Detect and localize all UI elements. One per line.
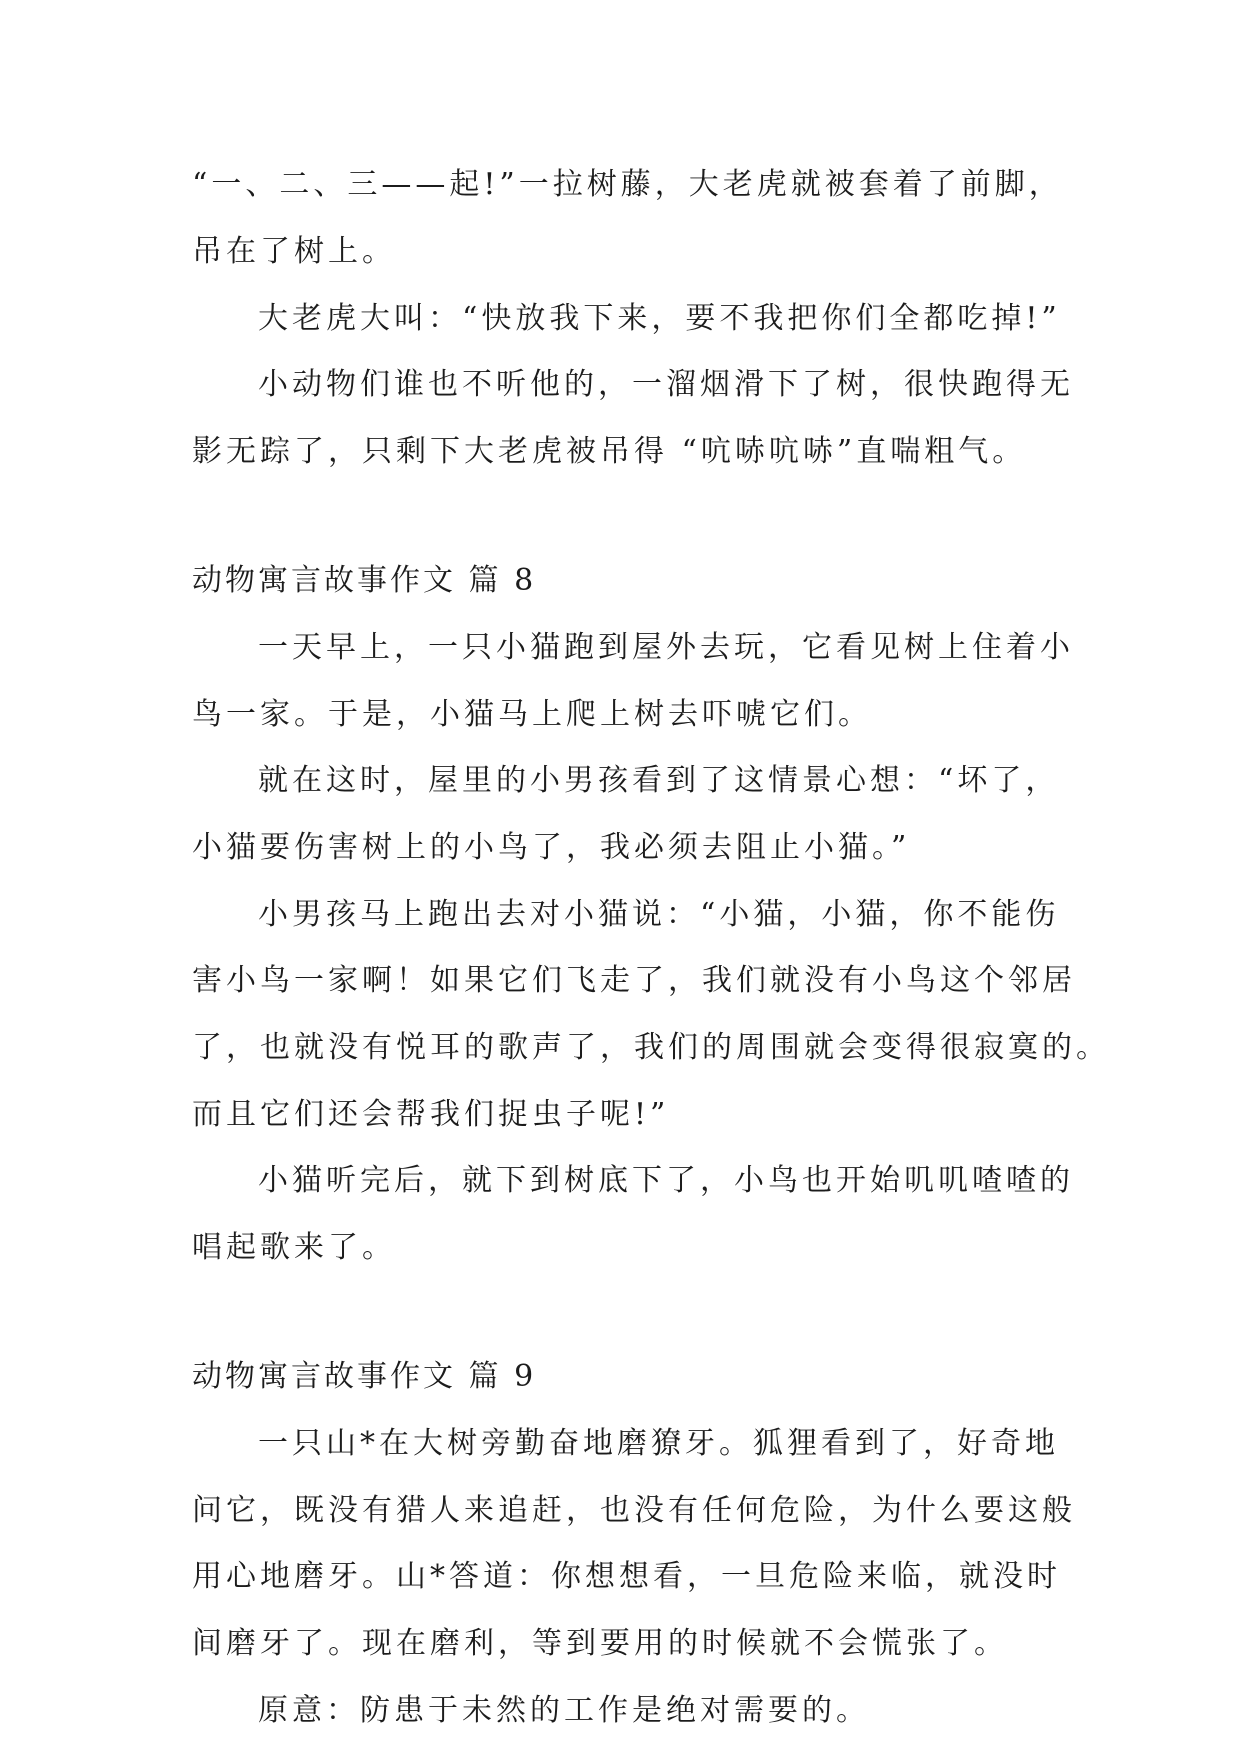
paragraph-line: 一天早上，一只小猫跑到屋外去玩，它看见树上住着小	[258, 630, 1074, 665]
paragraph-line: 了，也就没有悦耳的歌声了，我们的周围就会变得很寂寞的。	[192, 1030, 1110, 1065]
paragraph-line: 小猫听完后，就下到树底下了，小鸟也开始叽叽喳喳的	[258, 1163, 1074, 1198]
paragraph-line: 小男孩马上跑出去对小猫说：“小猫，小猫，你不能伤	[258, 897, 1060, 932]
paragraph-line: “一、二、三——起!”一拉树藤，大老虎就被套着了前脚，	[192, 167, 1063, 202]
paragraph-line: 而且它们还会帮我们捉虫子呢!”	[192, 1097, 670, 1132]
paragraph-line: 原意：防患于未然的工作是绝对需要的。	[258, 1693, 870, 1728]
paragraph-line: 就在这时，屋里的小男孩看到了这情景心想：“坏了，	[258, 763, 1060, 798]
paragraph-line: 害小鸟一家啊！如果它们飞走了，我们就没有小鸟这个邻居	[192, 963, 1076, 998]
paragraph-line: 用心地磨牙。山*答道：你想想看，一旦危险来临，就没时	[192, 1559, 1061, 1594]
paragraph-line: 影无踪了，只剩下大老虎被吊得 “吭哧吭哧”直喘粗气。	[192, 434, 1027, 469]
section-heading: 动物寓言故事作文 篇 8	[192, 563, 537, 598]
paragraph-line: 小动物们谁也不听他的，一溜烟滑下了树，很快跑得无	[258, 367, 1074, 402]
section-heading: 动物寓言故事作文 篇 9	[192, 1359, 537, 1394]
paragraph-line: 小猫要伤害树上的小鸟了，我必须去阻止小猫。”	[192, 830, 911, 865]
paragraph-line: 问它，既没有猎人来追赶，也没有任何危险，为什么要这般	[192, 1493, 1076, 1528]
paragraph-line: 唱起歌来了。	[192, 1230, 396, 1265]
paragraph-line: 一只山*在大树旁勤奋地磨獠牙。狐狸看到了，好奇地	[258, 1426, 1059, 1461]
paragraph-line: 大老虎大叫：“快放我下来，要不我把你们全都吃掉!”	[258, 301, 1061, 336]
paragraph-line: 鸟一家。于是，小猫马上爬上树去吓唬它们。	[192, 697, 872, 732]
paragraph-line: 吊在了树上。	[192, 234, 396, 269]
paragraph-line: 间磨牙了。现在磨利，等到要用的时候就不会慌张了。	[192, 1626, 1008, 1661]
